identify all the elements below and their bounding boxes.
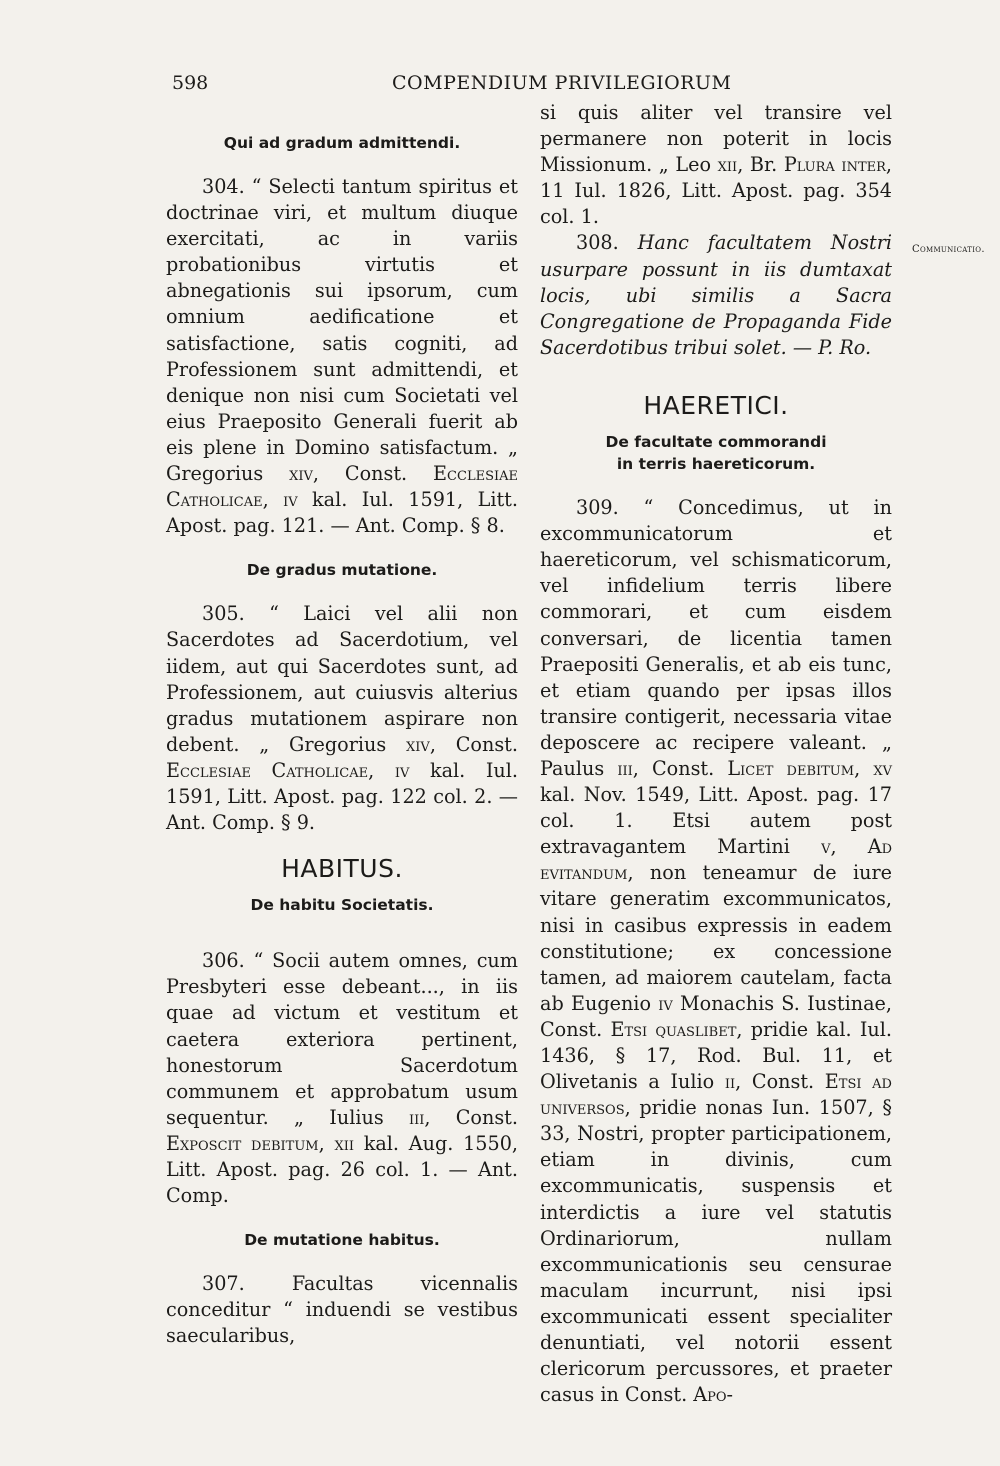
section-heading: De mutatione habitus. <box>244 1231 440 1250</box>
major-heading: HABITUS. <box>281 854 403 884</box>
paragraph-304: 304. “ Selecti tantum spiritus et doctrinae viri, et multum diuque exercitati, ac in variis probationibus virtutis et abnegationis sui ipsorum, cum omnium aedificatione et satisfactione, satis cogniti, ad Professionem sunt admittendi, et denique non nisi cum Societati vel eius Praeposito Generali fuerit ab eis plene in Domino satisfactum. „ Gregorius xiv, Const. Ecclesiae Catholicae, iv kal. Iul. 1591, Litt. Apost. pag. 121. — Ant. Comp. § 8. <box>166 175 518 538</box>
paragraph-307: 307. Facultas vicennalis conceditur “ induendi se vestibus saecularibus, <box>166 1272 518 1348</box>
paragraph-305: 305. “ Laici vel alii non Sacerdotes ad Sacerdotium, vel iidem, aut qui Sacerdotes sunt, ad Professionem, aut cuiusvis alterius gradus mutationem aspirare non debent. „ Gregorius xiv, Const. Ecclesiae Catholicae, iv kal. Iul. 1591, Litt. Apost. pag. 122 col. 2. — Ant. Comp. § 9. <box>166 602 518 835</box>
section-heading-line1: De facultate commorandi <box>605 433 827 452</box>
section-heading-line2: in terris haereticorum. <box>616 455 816 474</box>
paragraph-308: 308. Hanc facultatem Nostri usurpare possunt in iis dumtaxat locis, ubi similis a Sacra Congregatione de Propaganda Fide Sacerdotibus tribui solet. — P. Ro. <box>540 231 893 359</box>
running-title: COMPENDIUM PRIVILEGIORUM <box>392 72 732 94</box>
section-heading: De gradus mutatione. <box>246 561 438 580</box>
section-heading: De habitu Societatis. <box>250 896 434 915</box>
page-number: 598 <box>172 72 209 94</box>
paragraph-309: 309. “ Concedimus, ut in excommunicatorum et haereticorum, vel schismaticorum, vel infidelium terris libere commorari, et cum eisdem conversari, de licentia tamen Praepositi Generalis, et ab eis tunc, et etiam quando per ipsas illos transire contigerit, necessaria vitae deposcere ac recipere valeant. „ Paulus iii, Const. Licet debitum, xv kal. Nov. 1549, Litt. Apost. pag. 17 col. 1. Etsi autem post extravagantem Martini v, Ad evitandum, non teneamur de iure vitare generatim excommunicatos, nisi in casibus expressis in eadem constitutione; ex concessione tamen, ad maiorem cautelam, facta ab Eugenio iv Monachis S. Iustinae, Const. Etsi quaslibet, pridie kal. Iul. 1436, § 17, Rod. Bul. 11, et Olivetanis a Iulio ii, Const. Etsi ad universos, pridie nonas Iun. 1507, § 33, Nostri, propter participationem, etiam in divinis, cum excommunicatis, suspensis et interdictis a iure vel statutis Ordinariorum, nullam excommunicationis seu censurae maculam incurrunt, nisi ipsi excommunicati essent specialiter denuntiati, vel notorii essent clericorum percussores, et praeter casus in Const. Apo- <box>540 496 892 1407</box>
page-header <box>172 68 898 98</box>
section-heading: Qui ad gradum admittendi. <box>223 134 461 152</box>
paragraph-306: 306. “ Socii autem omnes, cum Presbyteri esse debeant..., in iis quae ad victum et vestitum et caetera exteriora pertinent, honestorum Sacerdotum communem et approbatum usum sequentur. „ Iulius iii, Const. Exposcit debitum, xii kal. Aug. 1550, Litt. Apost. pag. 26 col. 1. — Ant. Comp. <box>166 949 519 1208</box>
paragraph-307-continued: si quis aliter vel transire vel permanere non poterit in locis Missionum. „ Leo xii, Br. Plura inter, 11 Iul. 1826, Litt. Apost. pag. 354 col. 1. <box>540 101 893 229</box>
major-heading: HAERETICI. <box>643 390 789 420</box>
right-column <box>540 100 892 1408</box>
margin-note: Communicatio. <box>912 244 985 255</box>
left-column <box>166 100 518 1349</box>
